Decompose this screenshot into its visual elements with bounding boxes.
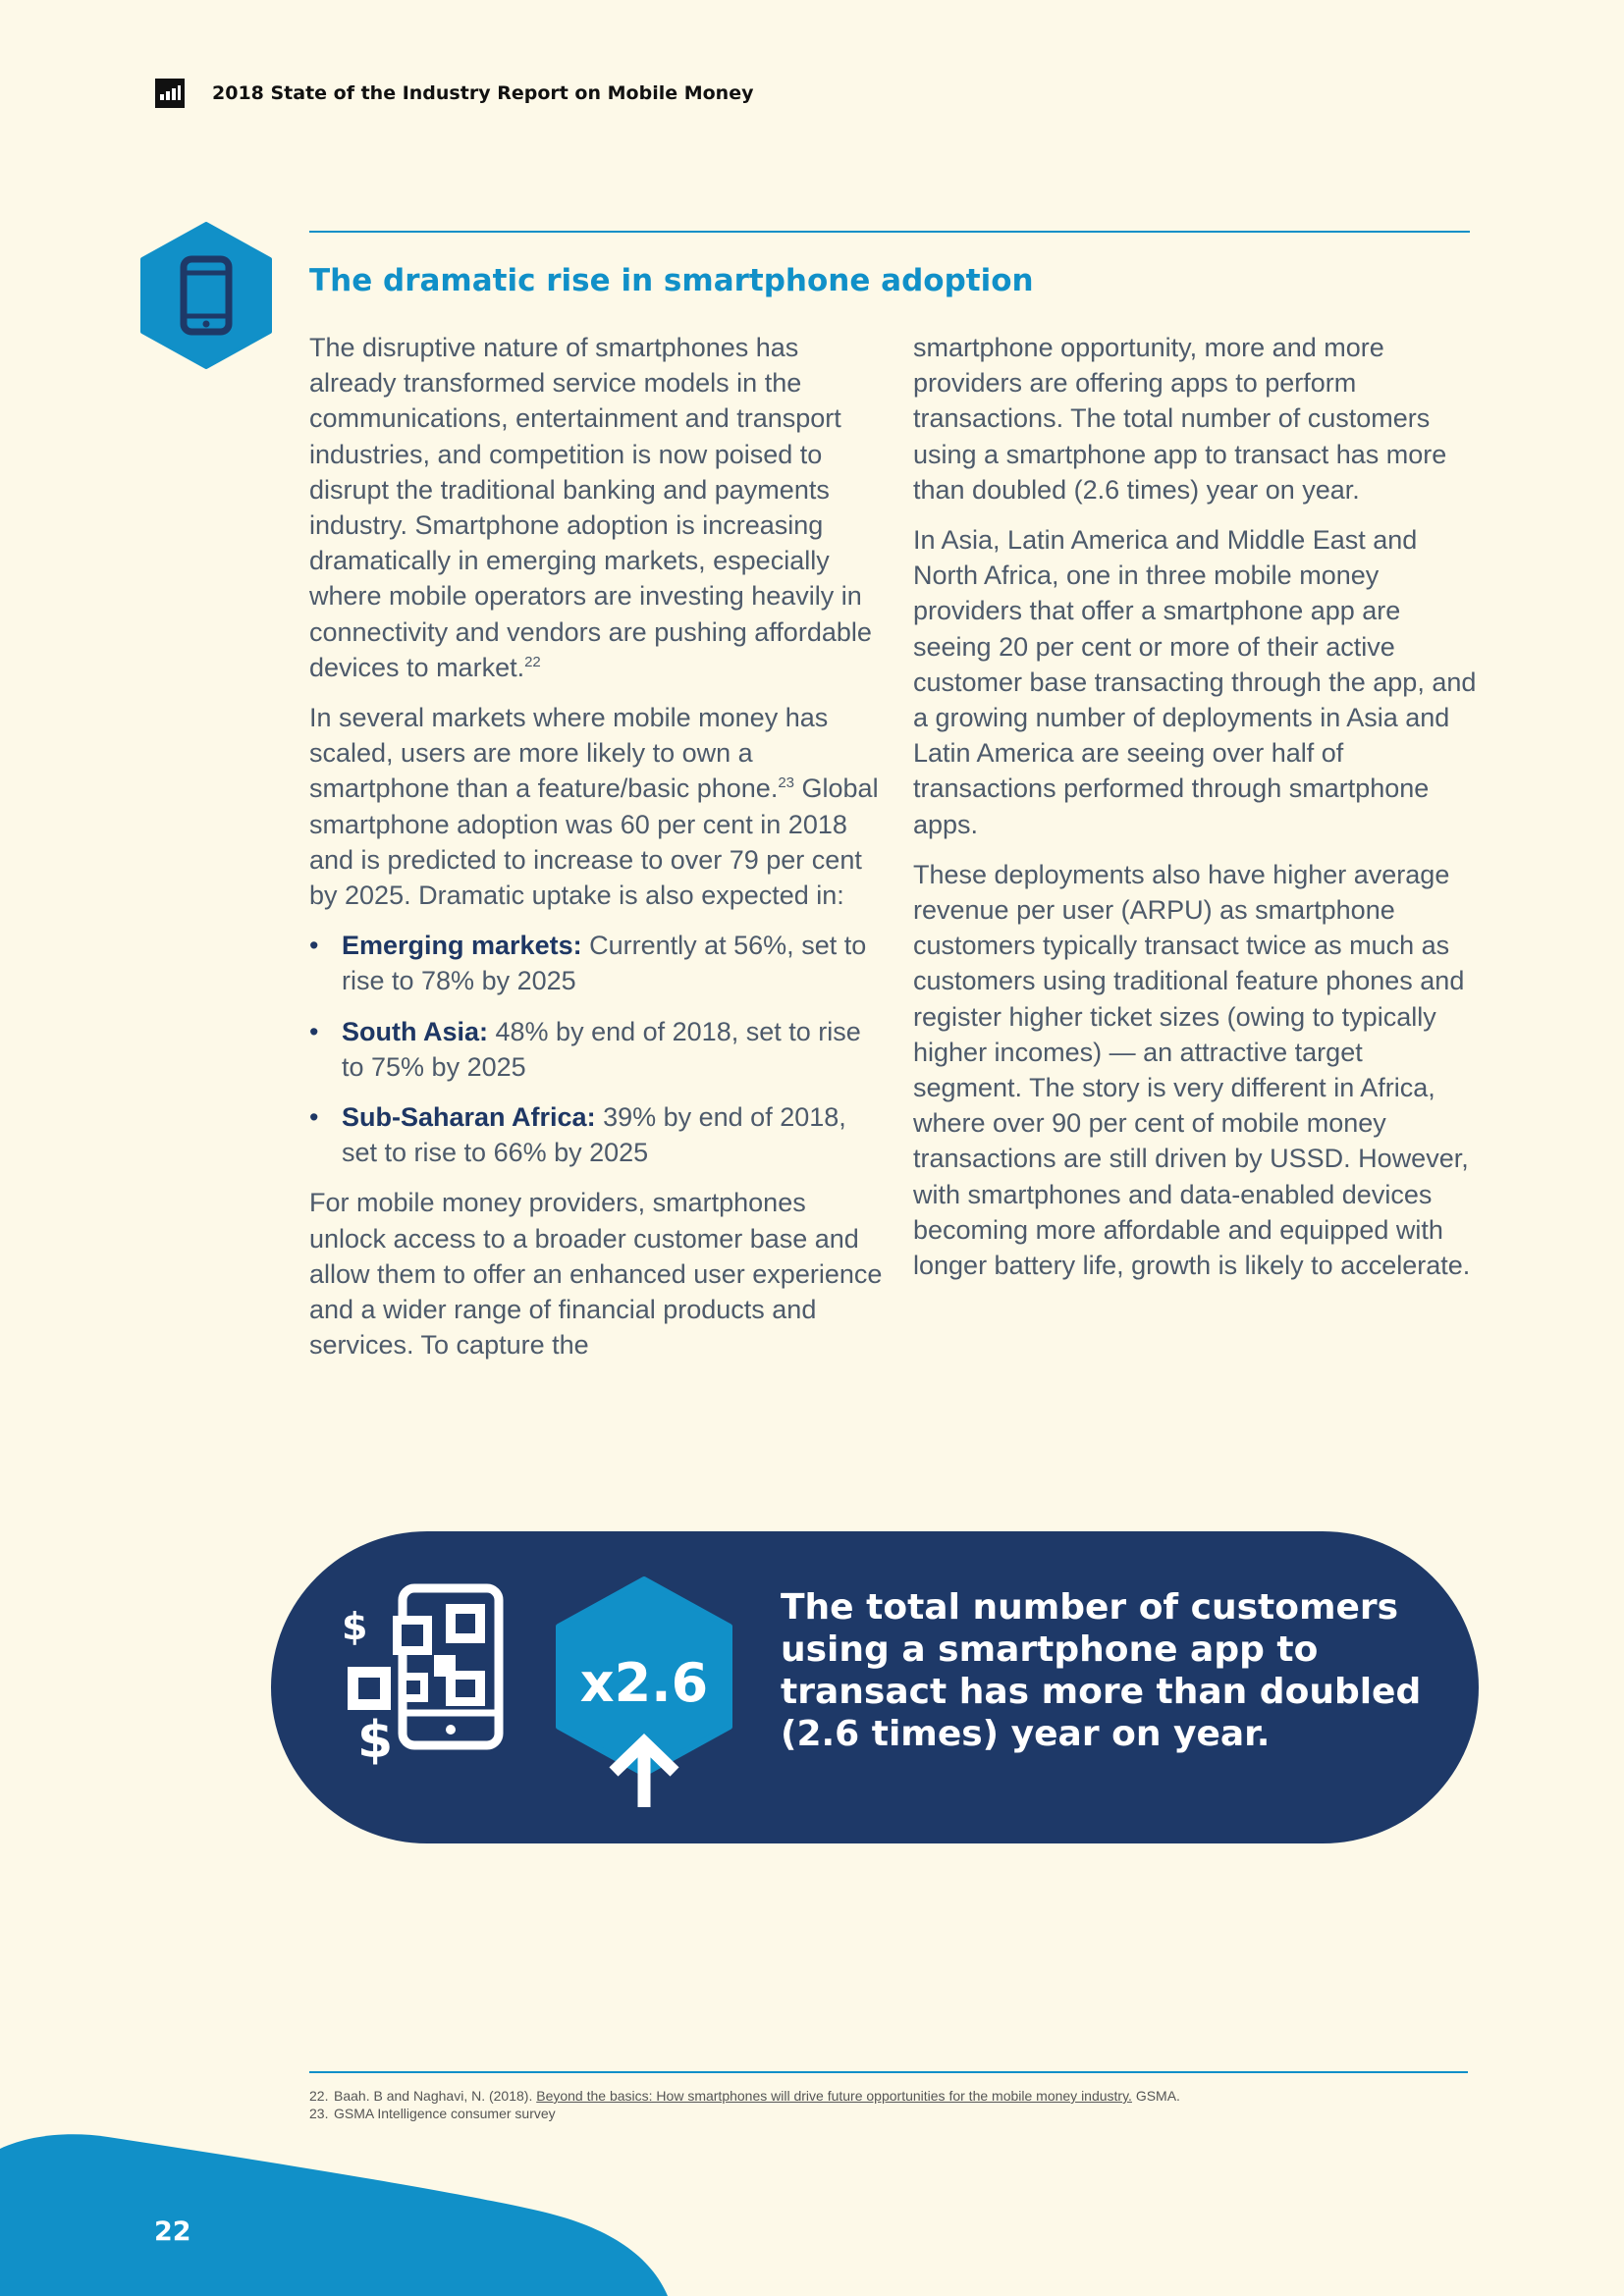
list-item: • Sub-Saharan Africa: 39% by end of 2018, set to rise to 66% by 2025 bbox=[309, 1099, 889, 1170]
mobile-payment-qr-icon bbox=[330, 1582, 516, 1779]
gsma-logo-icon bbox=[155, 79, 185, 108]
footnote-link[interactable]: Beyond the basics: How smartphones will drive future opportunities for the mobile money industry. bbox=[536, 2088, 1132, 2104]
dollar-sign-top: $ bbox=[342, 1605, 368, 1648]
paragraph: smartphone opportunity, more and more providers are offering apps to perform transactions. The total number of customers using a smartphone app to transact has more than doubled (2.6 times) year on year. bbox=[913, 333, 1447, 505]
dollar-sign-bottom: $ bbox=[357, 1711, 394, 1770]
list-item: • Emerging markets: Currently at 56%, set to rise to 78% by 2025 bbox=[309, 928, 889, 998]
paragraph: For mobile money providers, smartphones unlock access to a broader customer base and allow them to offer an enhanced user experience and a wider range of financial products and services. To capture the bbox=[309, 1188, 883, 1361]
footnote-ref[interactable]: 22 bbox=[524, 653, 541, 670]
page-number: 22 bbox=[154, 2216, 191, 2247]
paragraph: These deployments also have higher average revenue per user (ARPU) as smartphone customers typically transact twice as much as customers using traditional feature phones and register higher ticket sizes (owing to typically higher incomes) — an attractive target segment. The story is very different in Africa, where over 90 per cent of mobile money transactions are still driven by USSD. However, with smartphones and data-enabled devices becoming more affordable and equipped with longer battery life, growth is likely to accelerate. bbox=[913, 859, 1471, 1281]
right-column bbox=[913, 330, 1478, 1298]
report-title: 2018 State of the Industry Report on Mobile Money bbox=[212, 82, 754, 104]
bullet-list bbox=[309, 928, 889, 1170]
paragraph: In Asia, Latin America and Middle East and North Africa, one in three mobile money providers that offer a smartphone app are seeing 20 per cent or more of their active customer base transacting through the app, and a growing number of deployments in Asia and Latin America are seeing over half of transactions performed through smartphone apps. bbox=[913, 525, 1477, 839]
decorative-wave bbox=[0, 2129, 687, 2296]
left-column bbox=[309, 330, 889, 1377]
paragraph: The disruptive nature of smartphones has already transformed service models in the communications, entertainment and transport industries, and competition is now poised to disrupt the traditional banking and payments industry. Smartphone adoption is increasing dramatically in emerging markets, especially where mobile operators are investing heavily in connectivity and vendors are pushing affordable devices to market.$^{22}$ bbox=[309, 333, 872, 682]
footnote-item: 22. Baah. B and Naghavi, N. (2018). Beyond the basics: How smartphones will drive future opportunities for the mobile money industry. GSMA. bbox=[309, 2088, 1180, 2104]
section-title: The dramatic rise in smartphone adoption bbox=[309, 263, 1034, 298]
footnote-divider bbox=[309, 2071, 1468, 2073]
paragraph: In several markets where mobile money has scaled, users are more likely to own a smartphone than a feature/basic phone.$^{23}$ Global smartphone adoption was 60 per cent in 2018 and is predicted to increase to over 79 per cent by 2025. Dramatic uptake is also expected in: bbox=[309, 703, 879, 911]
list-item: • South Asia: 48% by end of 2018, set to rise to 75% by 2025 bbox=[309, 1014, 889, 1085]
footnotes bbox=[309, 2087, 1180, 2122]
callout-banner bbox=[271, 1531, 1479, 1843]
section-divider bbox=[309, 231, 1470, 233]
page-header bbox=[155, 79, 753, 108]
footnote-item: 23. GSMA Intelligence consumer survey bbox=[309, 2106, 556, 2121]
callout-text: The total number of customers using a smartphone app to transact has more than doubled (2.6 times) year on year. bbox=[781, 1587, 1422, 1754]
growth-badge bbox=[551, 1575, 737, 1811]
multiplier-value: x2.6 bbox=[579, 1652, 709, 1714]
footnote-ref[interactable]: 23 bbox=[778, 774, 795, 792]
smartphone-icon bbox=[140, 222, 272, 369]
